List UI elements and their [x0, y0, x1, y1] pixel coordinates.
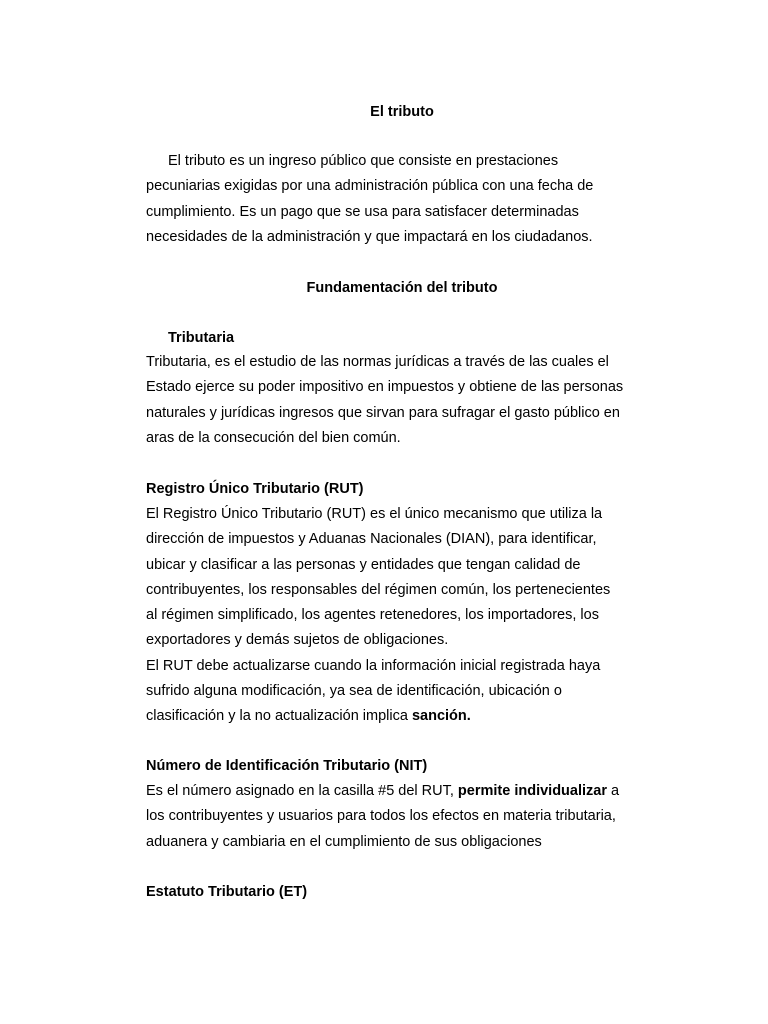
- paragraph-line: ubicar y clasificar a las personas y entidades que tengan calidad de: [146, 556, 581, 573]
- section-title: Fundamentación del tributo: [306, 280, 498, 296]
- rut-heading: Registro Único Tributario (RUT): [146, 481, 364, 497]
- line-text: a: [607, 783, 620, 799]
- paragraph-line: cumplimiento. Es un pago que se usa para satisfacer determinadas: [146, 203, 579, 220]
- et-heading: Estatuto Tributario (ET): [146, 884, 308, 900]
- paragraph-line: El Registro Único Tributario (RUT) es el único mecanismo que utiliza la: [146, 506, 603, 522]
- paragraph-line: contribuyentes, los responsables del régimen común, los pertenecientes: [146, 581, 611, 598]
- tributaria-heading: Tributaria: [168, 330, 235, 346]
- paragraph-line: [146, 704, 661, 729]
- paragraph-line: sufrido alguna modificación, ya sea de identificación, ubicación o: [146, 683, 562, 700]
- paragraph-line: El tributo es un ingreso público que consiste en prestaciones: [168, 153, 559, 169]
- paragraph-line: los contribuyentes y usuarios para todos los efectos en materia tributaria,: [146, 808, 616, 825]
- paragraph-line: El RUT debe actualizarse cuando la información inicial registrada haya: [146, 657, 601, 674]
- document-title: El tributo: [370, 104, 434, 120]
- paragraph-line: naturales y jurídicas ingresos que sirvan para sufragar el gasto público en: [146, 404, 620, 421]
- line-text: Es el número asignado en la casilla #5 del RUT,: [146, 783, 458, 799]
- rut-paragraph: [146, 502, 661, 730]
- paragraph-line: aras de la consecución del bien común.: [146, 429, 401, 446]
- paragraph-line: exportadores y demás sujetos de obligaciones.: [146, 632, 449, 649]
- paragraph-line: dirección de impuestos y Aduanas Nacionales (DIAN), para identificar,: [146, 531, 597, 548]
- paragraph-line: aduanera y cambiaria en el cumplimiento de sus obligaciones: [146, 833, 542, 850]
- emphasis-text: sanción.: [411, 708, 471, 725]
- nit-paragraph: [146, 779, 661, 855]
- paragraph-line: Estado ejerce su poder impositivo en impuestos y obtiene de las personas: [146, 379, 624, 396]
- paragraph-line: [146, 779, 661, 804]
- paragraph-line: pecuniarias exigidas por una administración pública con una fecha de: [146, 178, 594, 195]
- intro-paragraph: [146, 149, 661, 250]
- paragraph-line: al régimen simplificado, los agentes retenedores, los importadores, los: [146, 607, 599, 624]
- line-text: clasificación y la no actualización implica: [146, 708, 412, 725]
- paragraph-line: Tributaria, es el estudio de las normas jurídicas a través de las cuales el: [146, 354, 609, 370]
- tributaria-paragraph: [146, 350, 661, 451]
- paragraph-line: necesidades de la administración y que impactará en los ciudadanos.: [146, 228, 593, 245]
- nit-heading: Número de Identificación Tributario (NIT): [146, 758, 428, 774]
- emphasis-text: permite individualizar: [457, 783, 607, 799]
